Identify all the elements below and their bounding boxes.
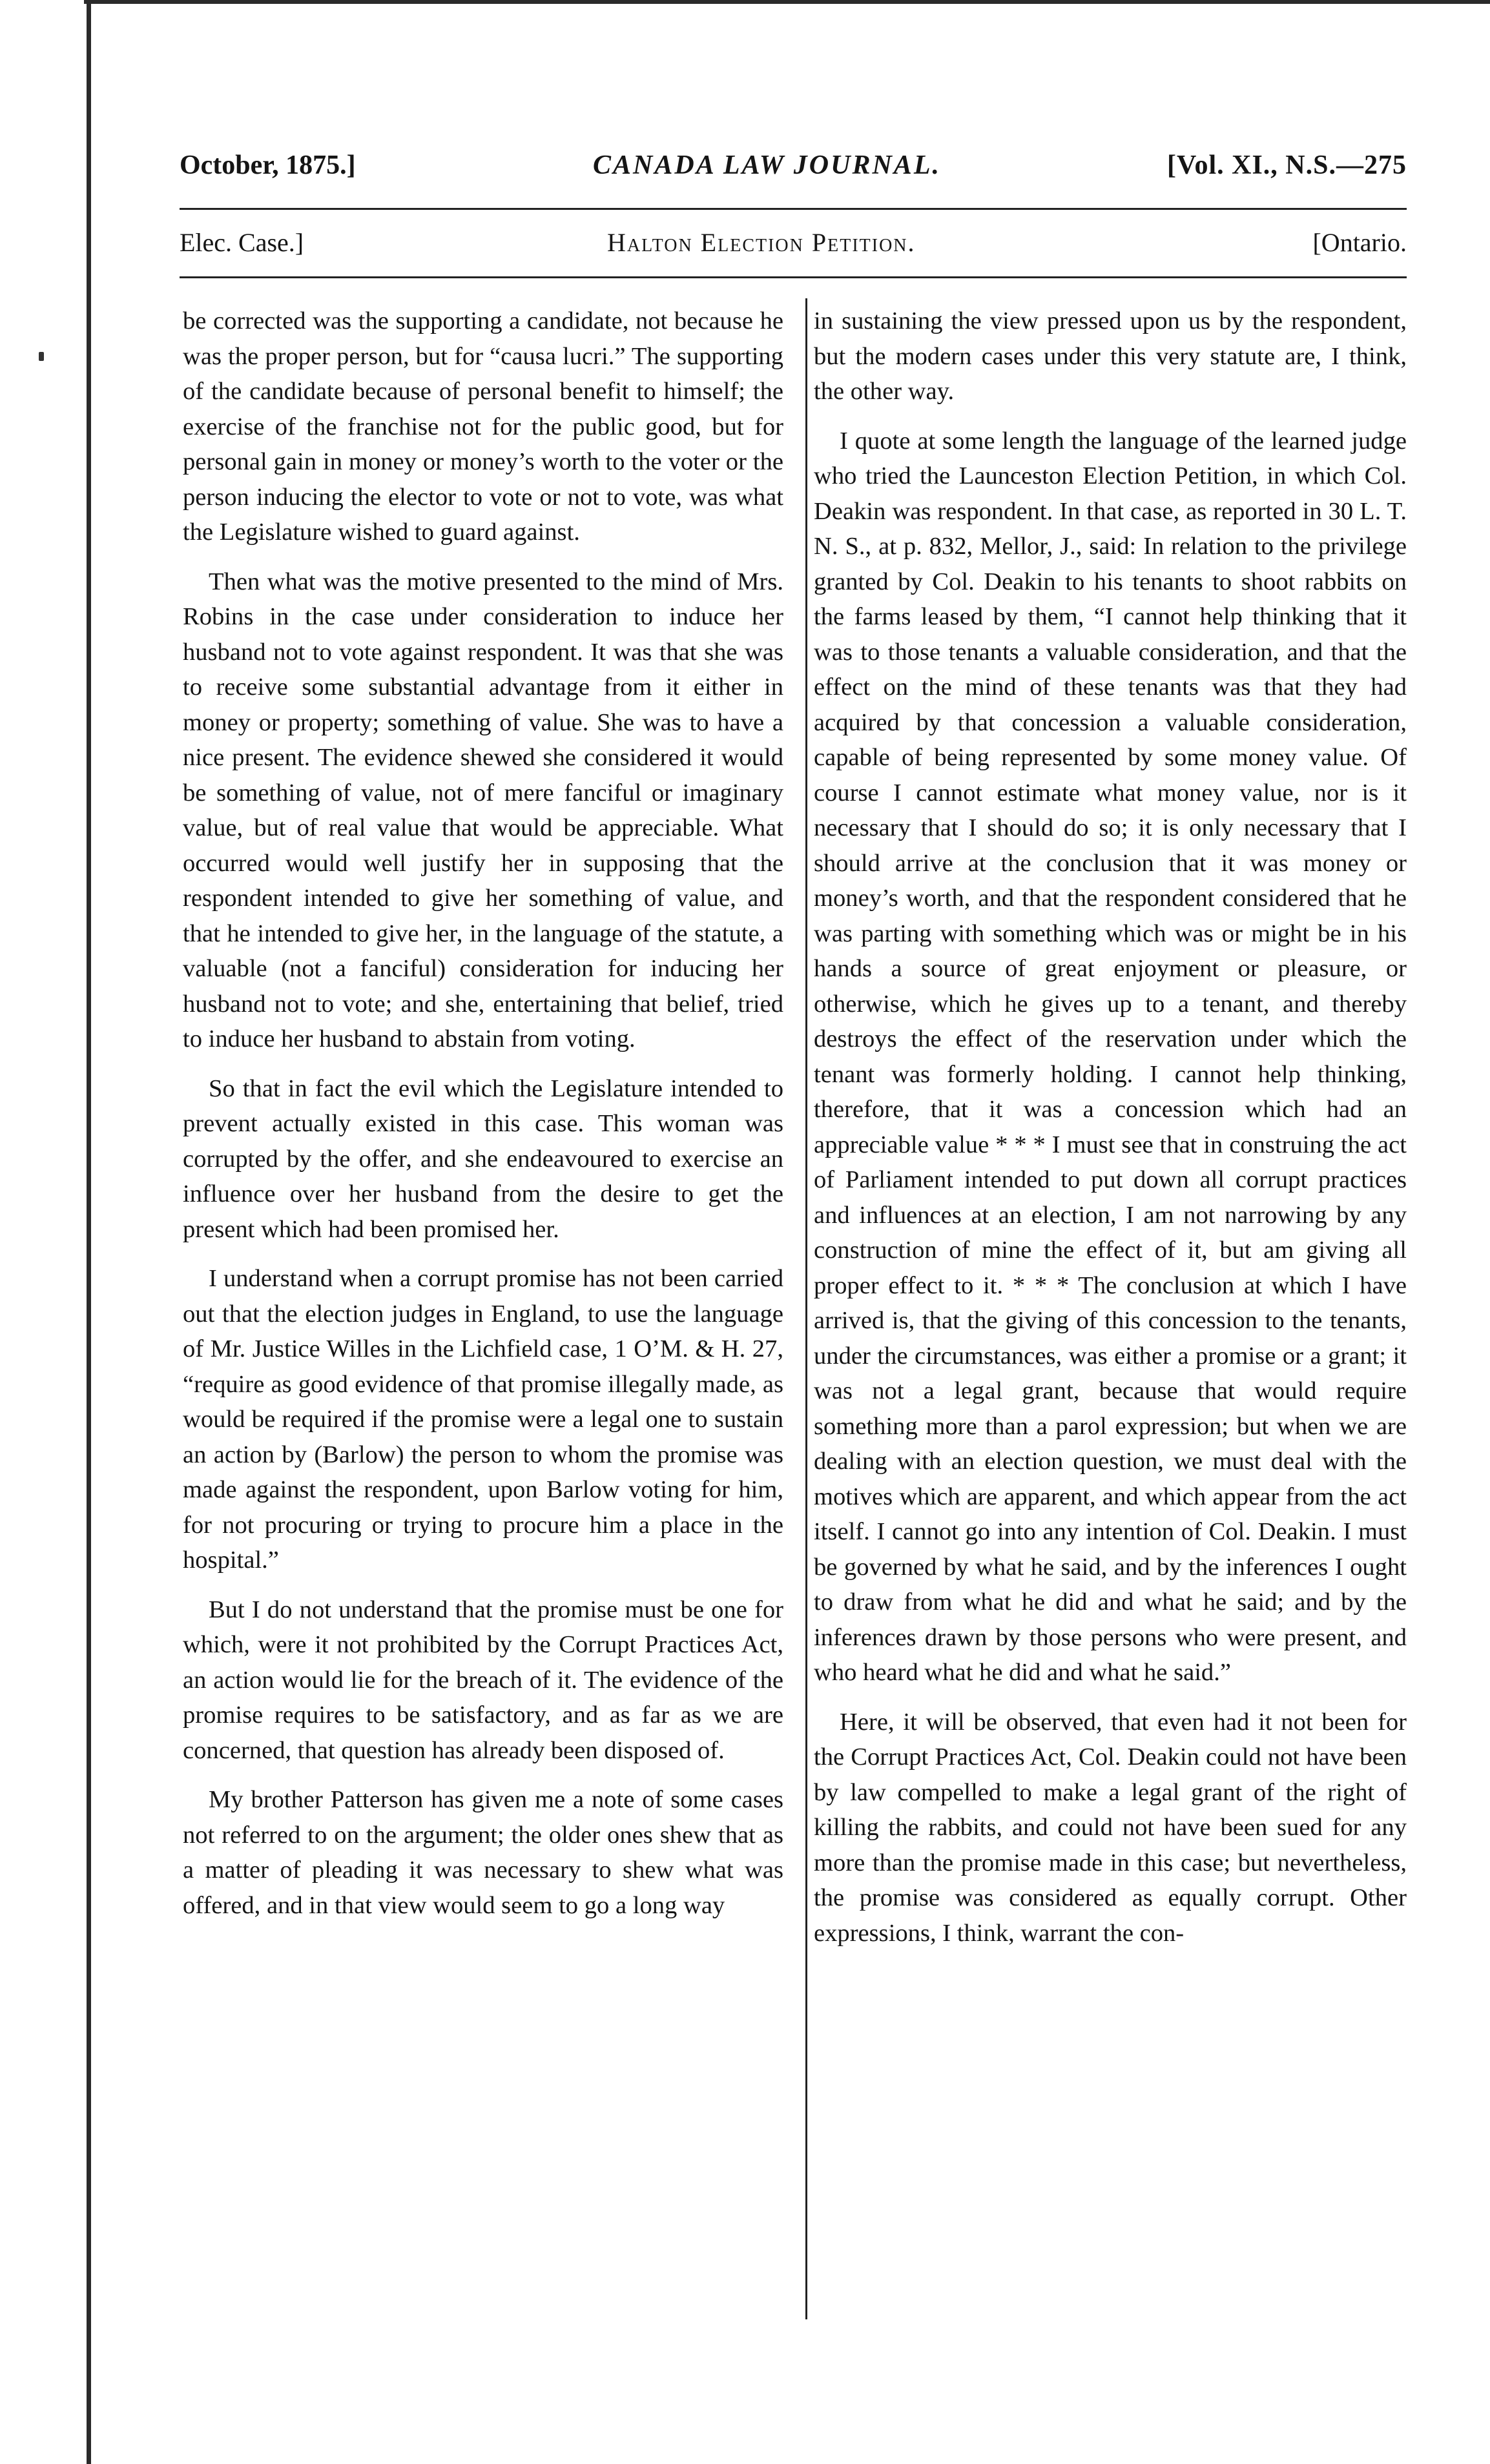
issue-date: October, 1875.] <box>180 150 356 180</box>
case-type: Elec. Case.] <box>180 228 304 257</box>
paragraph: I quote at some length the language of the learned judge who tried the Launceston Election Petition, in which Col. Deakin was respondent. In that case, as reported in 30 L. T. N. S., at p. 832, Mellor, J., said: In relation to the privilege granted by Col. Deakin to his tenants to shoot rabbits on the farms leased by them, “I cannot help thinking that it was to those tenants a valuable consideration, and that the effect on the mind of these tenants was that they had acquired by that concession a valuable consideration, capable of being represented by some money value. Of course I cannot estimate what money value, nor is it necessary that I should do so; it is only necessary that I should arrive at the conclusion that it was money or money’s worth, and that the respondent considered that he was parting with something which was or might be in his hands a source of great enjoyment or pleasure, or otherwise, which he gives up to a tenant, and thereby destroys the effect of the reservation under which the tenant was formerly holding. I cannot help thinking, therefore, that it was a concession which had an appreciable value * * * I must see that in construing the act of Parliament intended to put down all corrupt practices and influences at an election, I am not narrowing by any construction of mine the effect of it, but am giving all proper effect to it. * * * The conclusion at which I have arrived is, that the giving of this concession to the tenants, under the circumstances, was either a promise or a grant; it was not a legal grant, because that would require something more than a parol expression; but when we are dealing with an election question, we must deal with the motives which are apparent, and which appear from the act itself. I cannot go into any intention of Col. Deakin. I must be governed by what he said, and by the inferences I ought to draw from what he did and what he said; and by the inferences drawn by those persons who were present, and who heard what he did and what he said.” <box>814 427 1407 1686</box>
right-column <box>814 303 1407 1951</box>
paragraph: Then what was the motive presented to the mind of Mrs. Robins in the case under consideration to induce her husband not to vote against respondent. It was that she was to receive some substantial advantage from it either in money or property; something of value. She was to have a nice present. The evidence shewed she considered it would be something of value, not of mere fanciful or imaginary value, but of real value that would be appreciable. What occurred would well justify her in supposing that the respondent intended to give her something of value, and that he intended to give her, in the language of the statute, a valuable (not a fanciful) consideration for inducing her husband not to vote; and she, entertaining that belief, tried to induce her husband to abstain from voting. <box>183 568 783 1052</box>
paragraph: So that in fact the evil which the Legislature intended to prevent actually existed in this case. This woman was corrupted by the offer, and she endeavoured to exercise an influence over her husband from the desire to get the present which had been promised her. <box>183 1074 783 1243</box>
margin-mark <box>39 352 44 361</box>
column-divider <box>805 298 807 2319</box>
page-edge-left <box>87 0 91 2464</box>
paragraph: Here, it will be observed, that even had it not been for the Corrupt Practices Act, Col. Deakin could not have been by law compelled to make a legal grant of the right of killing the rabbits, and could not have been sued for any more than the promise made in this case; but nevertheless, the promise was considered as equally corrupt. Other expressions, I think, warrant the con- <box>814 1708 1407 1947</box>
volume-page: [Vol. XI., N.S.—275 <box>1167 150 1407 180</box>
paragraph: But I do not understand that the promise must be one for which, were it not prohibited by the Corrupt Practices Act, an action would lie for the breach of it. The evidence of the promise requires to be satisfactory, and as far as we are concerned, that question has already been disposed of. <box>183 1596 783 1764</box>
case-header <box>180 227 1407 266</box>
paragraph: in sustaining the view pressed upon us by the respondent, but the modern cases under this very statute are, I think, the other way. <box>814 307 1407 405</box>
paragraph: I understand when a corrupt promise has not been carried out that the election judges in England, to use the language of Mr. Justice Willes in the Lichfield case, 1 O’M. & H. 27, “require as good evidence of that promise illegally made, as would be required if the promise were a legal one to sustain an action by (Barlow) the person to whom the promise was made against the respondent, upon Barlow voting for him, for not procuring or trying to procure him a place in the hospital.” <box>183 1265 783 1574</box>
paragraph: be corrected was the supporting a candidate, not because he was the proper person, but for “causa lucri.” The supporting of the candidate because of personal benefit to himself; the exercise of the franchise not for the public good, but for personal gain in money or money’s worth to the voter or the person inducing the elector to vote or not to vote, was what the Legislature wished to guard against. <box>183 307 783 546</box>
left-column <box>183 303 783 1923</box>
subheader-rule <box>180 276 1407 278</box>
case-title: Halton Election Petition. <box>607 228 916 257</box>
page-edge-top <box>84 0 1490 4</box>
jurisdiction: [Ontario. <box>1312 228 1407 257</box>
running-head <box>180 150 1407 195</box>
paragraph: My brother Patterson has given me a note of some cases not referred to on the argument; the older ones shew that as a matter of pleading it was necessary to shew what was offered, and in that view would seem to go a long way <box>183 1786 783 1919</box>
journal-title: CANADA LAW JOURNAL. <box>593 150 941 180</box>
header-rule <box>180 208 1407 210</box>
